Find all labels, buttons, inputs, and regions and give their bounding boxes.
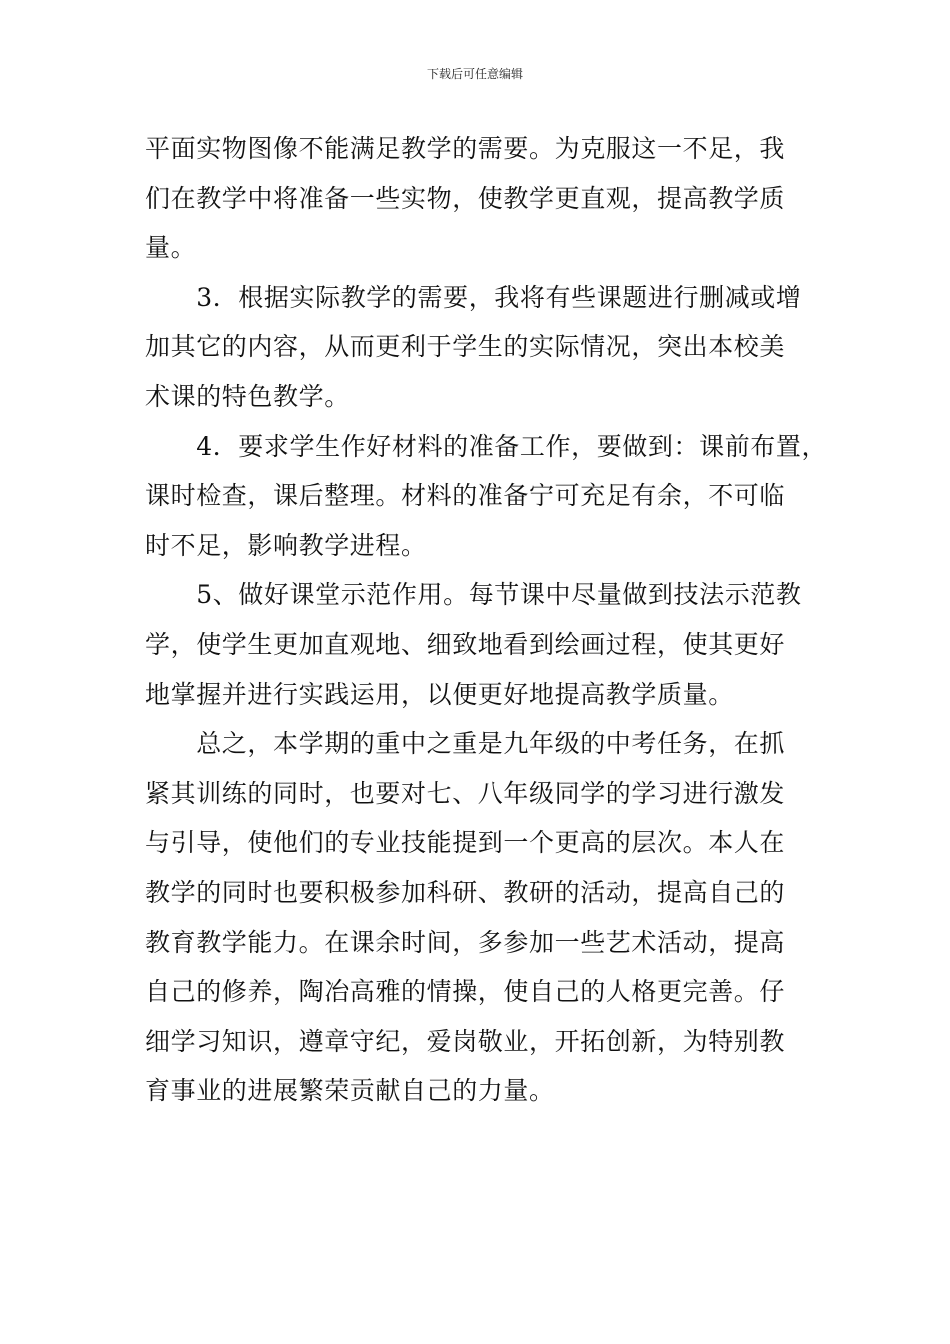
text-line: 术课的特色教学。 xyxy=(145,381,350,411)
text-line: 教学的同时也要积极参加科研、教研的活动，提高自己的 xyxy=(145,877,786,907)
text-line: 课时检查，课后整理。材料的准备宁可充足有余，不可临 xyxy=(145,481,786,511)
text-line: 地掌握并进行实践运用，以便更好地提高教学质量。 xyxy=(145,679,734,709)
text-line: 时不足，影响教学进程。 xyxy=(145,530,427,560)
text-line: 自己的修养，陶冶高雅的情操，使自己的人格更完善。仔 xyxy=(145,977,786,1007)
text-line: 学，使学生更加直观地、细致地看到绘画过程，使其更好 xyxy=(145,629,786,659)
text-line: 量。 xyxy=(145,233,197,263)
text-line: 加其它的内容，从而更利于学生的实际情况，突出本校美 xyxy=(145,332,786,362)
text-line: 紧其训练的同时，也要对七、八年级同学的学习进行激发 xyxy=(145,778,786,808)
text-line: 4．要求学生作好材料的准备工作，要做到：课前布置， xyxy=(145,431,828,461)
text-line: 教育教学能力。在课余时间，多参加一些艺术活动，提高 xyxy=(145,927,786,957)
text-line: 总之，本学期的重中之重是九年级的中考任务，在抓 xyxy=(145,729,786,759)
text-line: 平面实物图像不能满足教学的需要。为克服这一不足，我 xyxy=(145,134,786,163)
text-line: 3．根据实际教学的需要，我将有些课题进行删减或增 xyxy=(145,282,802,312)
text-line: 们在教学中将准备一些实物，使教学更直观，提高教学质 xyxy=(145,183,786,213)
text-line: 5、做好课堂示范作用。每节课中尽量做到技法示范教 xyxy=(145,580,802,610)
page-header-note: 下载后可任意编辑 xyxy=(426,67,523,81)
text-line: 细学习知识，遵章守纪，爱岗敬业，开拓创新，为特别教 xyxy=(145,1026,786,1056)
text-line: 育事业的进展繁荣贡献自己的力量。 xyxy=(145,1076,555,1106)
document-body xyxy=(145,124,828,1116)
text-line: 与引导，使他们的专业技能提到一个更高的层次。本人在 xyxy=(145,828,786,858)
